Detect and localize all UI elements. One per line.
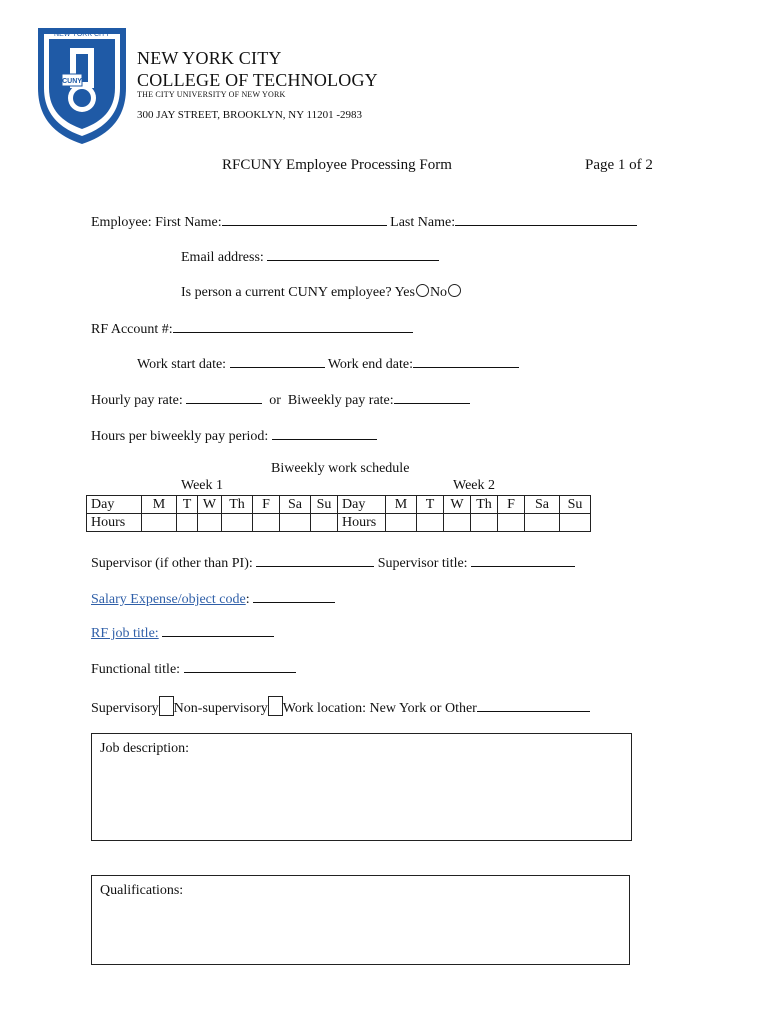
work-dates-row bbox=[137, 354, 519, 373]
work-location-label: Work location: New York or Other bbox=[282, 701, 477, 716]
w2-day-th: Th bbox=[471, 496, 498, 514]
w1-day-w: W bbox=[198, 496, 222, 514]
first-name-field[interactable] bbox=[222, 212, 387, 226]
salary-expense-field[interactable] bbox=[253, 589, 335, 603]
w1-day-th: Th bbox=[222, 496, 253, 514]
work-start-field[interactable] bbox=[230, 354, 325, 368]
week-2-label: Week 2 bbox=[453, 478, 496, 493]
w1-hours-m[interactable] bbox=[142, 514, 177, 532]
w2-hours-sa[interactable] bbox=[525, 514, 560, 532]
functional-title-field[interactable] bbox=[184, 659, 296, 673]
work-location-field[interactable] bbox=[477, 698, 590, 712]
w1-hours-t[interactable] bbox=[177, 514, 198, 532]
w2-hours-su[interactable] bbox=[560, 514, 591, 532]
w1-day-f: F bbox=[253, 496, 280, 514]
rf-job-title-row bbox=[91, 623, 274, 642]
or-label: or bbox=[269, 393, 281, 408]
job-description-box[interactable] bbox=[91, 733, 632, 841]
w1-hours-w[interactable] bbox=[198, 514, 222, 532]
cuny-employee-question: Is person a current CUNY employee? bbox=[181, 285, 392, 300]
supervisory-row bbox=[91, 696, 590, 717]
work-end-label: Work end date: bbox=[327, 357, 414, 372]
cuny-employee-row bbox=[181, 284, 462, 301]
functional-title-row bbox=[91, 659, 296, 678]
w2-day-m: M bbox=[386, 496, 417, 514]
non-supervisory-checkbox[interactable] bbox=[268, 696, 283, 716]
college-seal-logo bbox=[36, 26, 128, 146]
supervisory-label: Supervisory bbox=[91, 701, 159, 716]
yes-label: Yes bbox=[394, 285, 415, 300]
hourly-pay-field[interactable] bbox=[186, 390, 262, 404]
supervisor-title-field[interactable] bbox=[471, 553, 575, 567]
schedule-hours-row bbox=[87, 514, 591, 532]
schedule-day-row bbox=[87, 496, 591, 514]
college-address: 300 JAY STREET, BROOKLYN, NY 11201 -2983 bbox=[137, 109, 363, 121]
functional-title-label: Functional title: bbox=[91, 662, 181, 677]
hourly-pay-label: Hourly pay rate: bbox=[91, 393, 183, 408]
hours-per-period-label: Hours per biweekly pay period: bbox=[91, 429, 269, 444]
salary-expense-link[interactable]: Salary Expense/object code bbox=[91, 592, 246, 607]
w1-hours-f[interactable] bbox=[253, 514, 280, 532]
pay-rate-row bbox=[91, 390, 470, 409]
w1-day-sa: Sa bbox=[280, 496, 311, 514]
no-radio[interactable] bbox=[448, 284, 461, 297]
biweekly-pay-field[interactable] bbox=[394, 390, 470, 404]
university-name: THE CITY UNIVERSITY OF NEW YORK bbox=[137, 90, 286, 99]
work-start-label: Work start date: bbox=[137, 357, 227, 372]
w1-day-t: T bbox=[177, 496, 198, 514]
last-name-field[interactable] bbox=[455, 212, 637, 226]
w1-day-m: M bbox=[142, 496, 177, 514]
svg-text:NEW YORK CITY: NEW YORK CITY bbox=[54, 31, 110, 38]
yes-radio[interactable] bbox=[416, 284, 429, 297]
rf-account-label: RF Account #: bbox=[91, 322, 173, 337]
hours-row bbox=[91, 426, 377, 445]
first-name-label: Employee: First Name: bbox=[91, 215, 222, 230]
rf-account-row bbox=[91, 319, 413, 338]
last-name-label: Last Name: bbox=[390, 215, 456, 230]
non-supervisory-label: Non-supervisory bbox=[173, 701, 268, 716]
w1-hours-su[interactable] bbox=[311, 514, 338, 532]
supervisory-checkbox[interactable] bbox=[159, 696, 174, 716]
w2-hours-f[interactable] bbox=[498, 514, 525, 532]
supervisor-title-label: Supervisor title: bbox=[377, 556, 468, 571]
form-title: RFCUNY Employee Processing Form bbox=[222, 157, 452, 173]
salary-expense-row bbox=[91, 589, 335, 608]
w2-day-f: F bbox=[498, 496, 525, 514]
name-row bbox=[91, 212, 637, 231]
w1-day-su: Su bbox=[311, 496, 338, 514]
email-row bbox=[181, 247, 439, 266]
hours-header-week-1: Hours bbox=[87, 514, 142, 532]
day-header-week-2: Day bbox=[338, 496, 386, 514]
schedule-title: Biweekly work schedule bbox=[271, 461, 410, 476]
job-description-label: Job description: bbox=[100, 741, 190, 756]
w1-hours-sa[interactable] bbox=[280, 514, 311, 532]
page-indicator: Page 1 of 2 bbox=[585, 157, 653, 173]
qualifications-label: Qualifications: bbox=[100, 883, 184, 898]
email-field[interactable] bbox=[267, 247, 439, 261]
w2-hours-m[interactable] bbox=[386, 514, 417, 532]
work-end-field[interactable] bbox=[413, 354, 519, 368]
w1-hours-th[interactable] bbox=[222, 514, 253, 532]
supervisor-field[interactable] bbox=[256, 553, 374, 567]
supervisor-row bbox=[91, 553, 575, 572]
rf-job-title-field[interactable] bbox=[162, 623, 274, 637]
schedule-table bbox=[86, 495, 591, 532]
supervisor-label: Supervisor (if other than PI): bbox=[91, 556, 253, 571]
week-1-label: Week 1 bbox=[181, 478, 224, 493]
email-label: Email address: bbox=[181, 250, 264, 265]
w2-hours-w[interactable] bbox=[444, 514, 471, 532]
salary-expense-colon: : bbox=[245, 592, 250, 607]
college-name-line-2: COLLEGE OF TECHNOLOGY bbox=[137, 70, 378, 90]
no-label: No bbox=[429, 285, 448, 300]
w2-day-su: Su bbox=[560, 496, 591, 514]
w2-day-w: W bbox=[444, 496, 471, 514]
day-header-week-1: Day bbox=[87, 496, 142, 514]
college-name-line-1: NEW YORK CITY bbox=[137, 48, 282, 68]
svg-text:CUNY: CUNY bbox=[62, 78, 82, 85]
w2-hours-t[interactable] bbox=[417, 514, 444, 532]
hours-per-period-field[interactable] bbox=[272, 426, 377, 440]
hours-header-week-2: Hours bbox=[338, 514, 386, 532]
w2-day-sa: Sa bbox=[525, 496, 560, 514]
biweekly-pay-label: Biweekly pay rate: bbox=[287, 393, 394, 408]
rf-account-field[interactable] bbox=[173, 319, 413, 333]
w2-hours-th[interactable] bbox=[471, 514, 498, 532]
rf-job-title-link[interactable]: RF job title: bbox=[91, 626, 159, 641]
w2-day-t: T bbox=[417, 496, 444, 514]
qualifications-box[interactable] bbox=[91, 875, 630, 965]
